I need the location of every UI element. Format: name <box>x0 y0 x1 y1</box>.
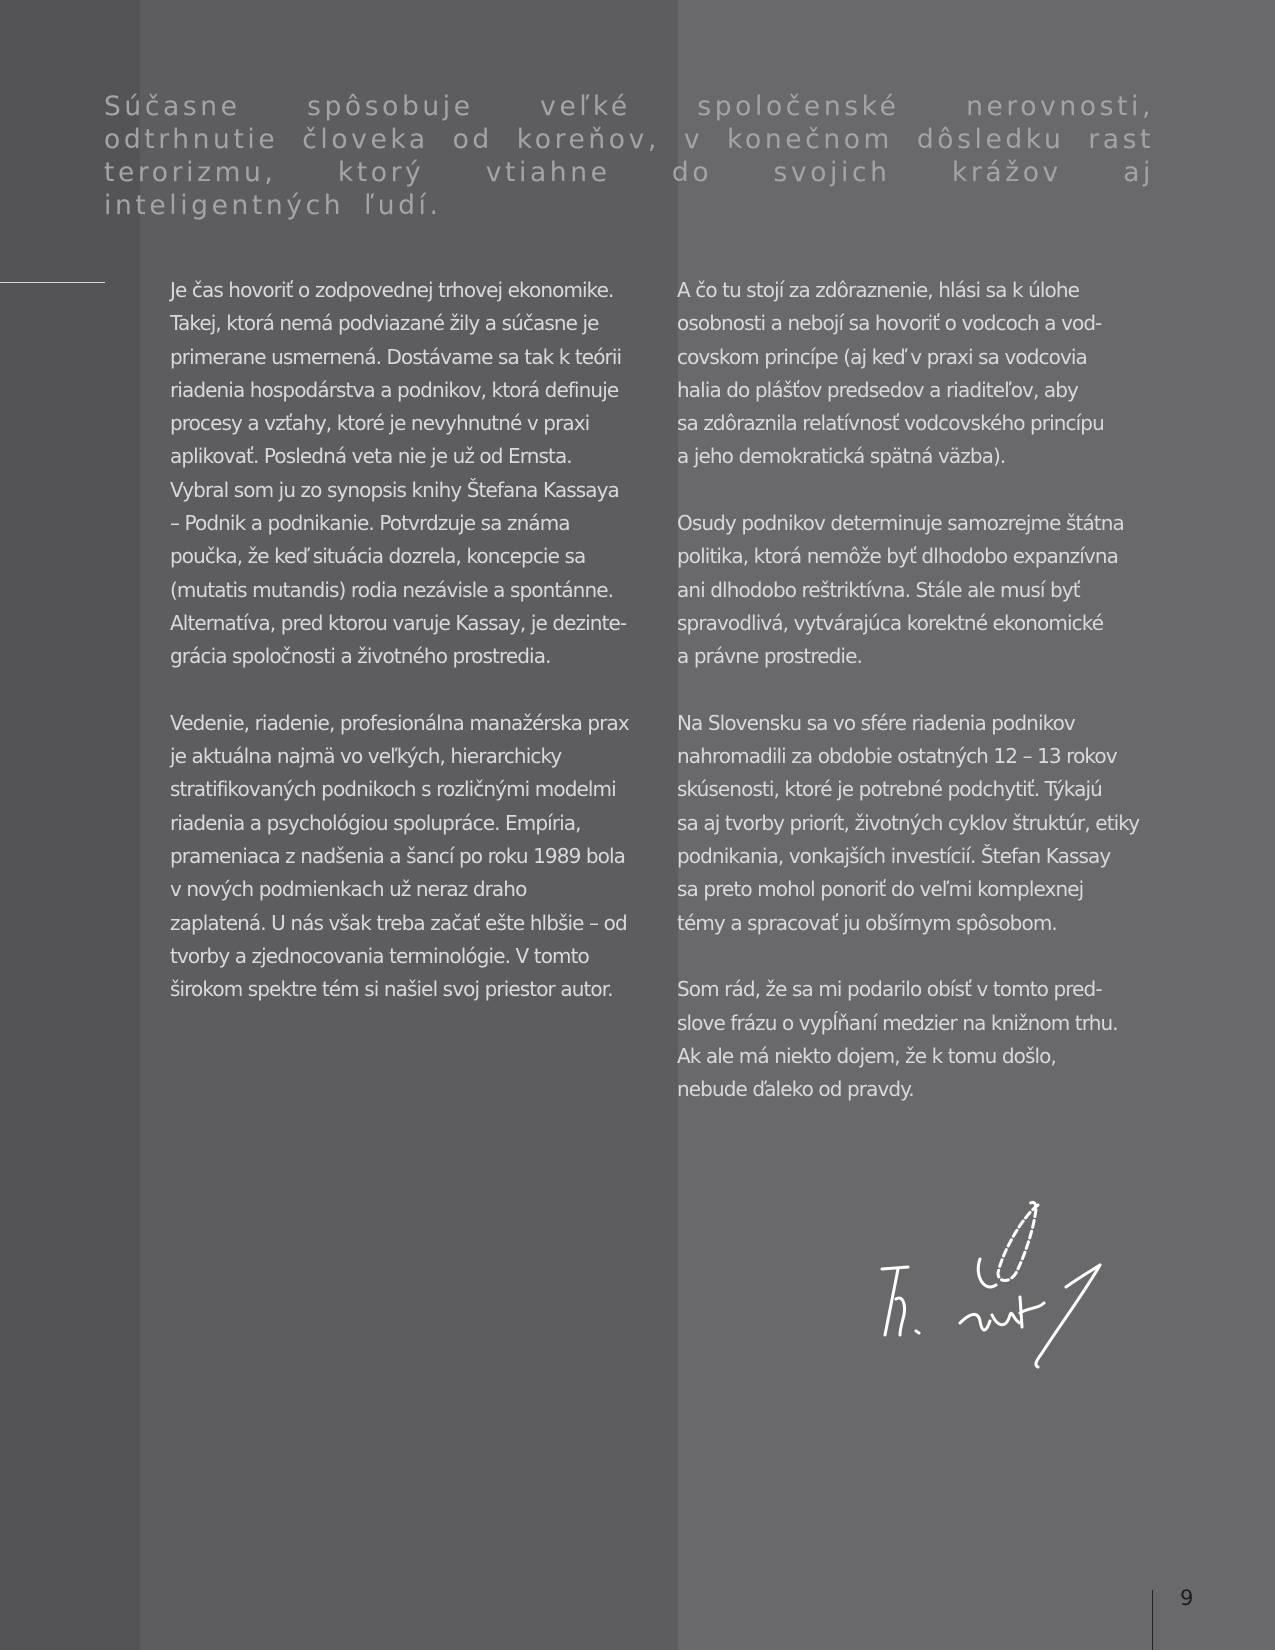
author-signature <box>870 1195 1120 1375</box>
page-number: 9 <box>1180 1586 1194 1610</box>
paragraph: Som rád, že sa mi podarilo obísť v tomto pred- slove frázu o vypĺňaní medzier na knižnom trhu. Ak ale má niekto dojem, že k tomu došlo, nebude ďaleko od pravdy. <box>677 977 1118 1102</box>
right-text-column <box>677 274 1147 1140</box>
paragraph: Je čas hovoriť o zodpovednej trhovej ekonomike. Takej, ktorá nemá podviazané žily a súčasne je primerane usmernená. Dostávame sa tak k teórii riadenia hospodárstva a podnikov, ktorá definuje procesy a vzťahy, ktoré je nevyhnutné v praxi aplikovať. Posledná veta nie je už od Ernsta. Vybral som ju zo synopsis knihy Štefana Kassaya – Podnik a podnikanie. Potvrdzuje sa známa poučka, že keď situácia dozrela, koncepcie sa (mutatis mutandis) rodia nezávisle a spontánne. Alternatíva, pred ktorou varuje Kassay, je dezinte- grácia spoločnosti a životného prostredia. <box>170 278 627 669</box>
paragraph: Vedenie, riadenie, profesionálna manažérska prax je aktuálna najmä vo veľkých, hierarchicky stratifikovaných podnikoch s rozličnými modelmi riadenia a psychológiou spolupráce. Empíria, prameniaca z nadšenia a šancí po roku 1989 bola v nových podmienkach už neraz draho zaplatená. U nás však treba začať ešte hlbšie – od tvorby a zjednocovania terminológie. V tomto širokom spektre tém si našiel svoj priestor autor. <box>170 710 629 1002</box>
pull-quote: Súčasne spôsobuje veľké spoločenské nerovnosti, odtrhnutie človeka od koreňov, v konečnom dôsledku rast terorizmu, ktorý vtiahne do svojich krážov aj inteligentných ľudí. <box>104 91 1154 221</box>
paragraph: Osudy podnikov determinuje samozrejme štátna politika, ktorá nemôže byť dlhodobo expanzívna ani dlhodobo reštriktívna. Stále ale musí byť spravodlivá, vytvárajúca korektné ekonomické a právne prostredie. <box>677 511 1124 669</box>
paragraph: Na Slovensku sa vo sfére riadenia podnikov nahromadili za obdobie ostatných 12 – 13 rokov skúsenosti, ktoré je potrebné podchytiť. Týkajú sa aj tvorby priorít, životných cyklov štruktúr, etiky podnikania, vonkajších investícií. Štefan Kassay sa preto mohol ponoriť do veľmi komplexnej témy a spracovať ju obšírnym spôsobom. <box>677 710 1140 935</box>
page-number-rule <box>1152 1590 1153 1650</box>
left-text-column <box>170 274 640 1040</box>
paragraph: A čo tu stojí za zdôraznenie, hlási sa k úlohe osobnosti a nebojí sa hovoriť o vodcoch a vod- covskom princípe (aj keď v praxi sa vodcovia halia do plášťov predsedov a riaditeľov, aby sa zdôraznila relatívnosť vodcovského princípu a jeho demokratická spätná väzba). <box>677 278 1104 469</box>
left-dark-band <box>0 0 140 1650</box>
section-rule <box>0 282 105 283</box>
